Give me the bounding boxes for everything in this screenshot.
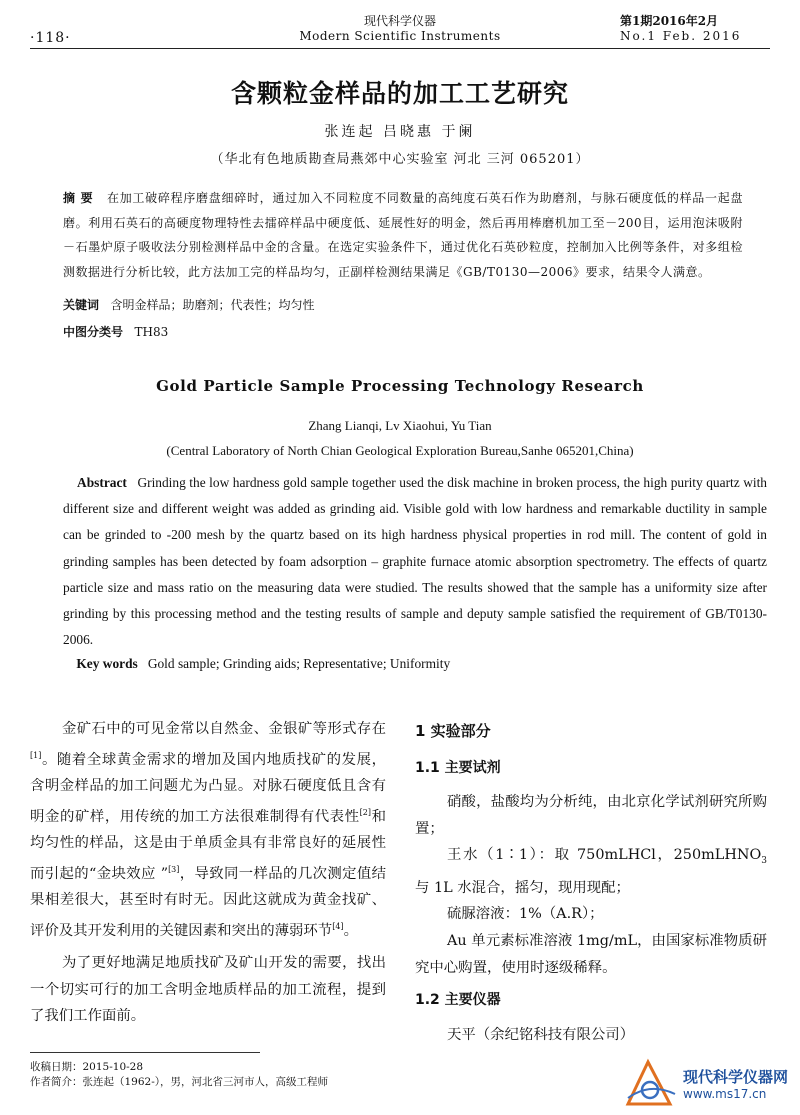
abstract-cn-label: 摘 要 [63, 191, 94, 205]
citation-ref-4: [4] [332, 921, 344, 931]
abstract-cn-text: 在加工破碎程序磨盘细碎时，通过加入不同粒度不同数量的高纯度石英石作为助磨剂，与脉石硬度低的样品一起盘磨。利用石英石的高硬度物理特性去擂碎样品中硬度低、延展性好的明金，然后再用棒磨机加工至－200目，运用泡沫吸附－石墨炉原子吸收法分别检测样品中金的含量。在选定实验条件下，通过优化石英砂粒度，控制加入比例等条件，对多组检测数据进行分析比较，此方法加工完的样品均匀，正副样检测结果满足《GB/T0130—2006》要求，结果令人满意。 [63, 191, 743, 279]
reagent-3: 硫脲溶液：1%（A.R）； [447, 906, 604, 923]
keywords-cn-label: 关键词 [63, 298, 100, 312]
intro-text-1b: 。随着全球黄金需求的增加及国内地质找矿的发展，含明金样品的加工问题尤为凸显。对脉石硬度低且含有明金的矿样，用传统的加工方法很难制得有代表性 [30, 751, 386, 825]
keywords-en-label: Key words [76, 656, 138, 671]
footnote-author: 作者简介：张连起（1962-），男，河北省三河市人，高级工程师 [30, 1076, 329, 1088]
classification-cn-label: 中图分类号 [63, 325, 124, 339]
affiliation-cn: （华北有色地质勘查局燕郊中心实验室 河北 三河 065201） [210, 152, 590, 167]
reagent-2 [415, 842, 767, 901]
intro-paragraph-1 [30, 716, 386, 944]
footnote-rule [30, 1052, 260, 1053]
keywords-cn [63, 296, 314, 313]
watermark-url: www.ms17.cn [683, 1087, 767, 1101]
intro-text-1a: 金矿石中的可见金常以自然金、金银矿等形式存在 [62, 721, 386, 737]
reagent-1: 硝酸，盐酸均为分析纯，由北京化学试剂研究所购置； [415, 794, 767, 837]
citation-ref-1: [1] [30, 750, 42, 760]
abstract-en-label: Abstract [77, 475, 127, 490]
journal-title-en: Modern Scientific Instruments [299, 29, 501, 43]
intro-text-1d: ，导致同一样品的几次测定值结果相差很大，甚至时有时无。因此这就成为黄金找矿、评价及其开发利用的关键因素和突出的薄弱环节 [30, 865, 386, 939]
abstract-en [63, 470, 767, 653]
classification-cn [63, 323, 168, 340]
keywords-en-text: Gold sample; Grinding aids; Representative; Uniformity [147, 656, 451, 671]
subsection-heading-1-2: 1.2 主要仪器 [415, 992, 501, 1009]
reagent-2-subscript: 3 [761, 856, 767, 867]
instrument-1: 天平（余纪铭科技有限公司） [447, 1026, 635, 1043]
page-number: ·118· [30, 30, 71, 46]
reagent-2-text-a: 王水（1∶1）：取 750mLHCl，250mLHNO [447, 847, 762, 864]
body-right-column [415, 718, 767, 1048]
intro-text-1e: 。 [343, 922, 358, 939]
authors-en: Zhang Lianqi, Lv Xiaohui, Yu Tian [308, 418, 492, 433]
abstract-cn [63, 186, 743, 284]
paper-title-cn: 含颗粒金样品的加工工艺研究 [230, 79, 569, 108]
abstract-en-text: Grinding the low hardness gold sample together used the disk machine in broken process, the high purity quartz with different size and different weight was added as grinding aid. Visible gold with low hardness and remarkable ductility in sample can be grinded to -200 mesh by the quartz based on its high hardness physical properties in rod mill. The content of gold in grinding samples has been detected by foam adsorption – graphite furnace atomic absorption spectrometry. The effects of quartz particle size and mass ratio on the measuring data were studied. The results showed that the sample has a uniformity size after grinding by this processing method and the testing results of sample and deputy sample satisfied the requirement of GB/T0130-2006. [63, 475, 768, 648]
footnote-received: 收稿日期：2015-10-28 [30, 1061, 144, 1073]
paper-title-en: Gold Particle Sample Processing Technology Research [156, 377, 644, 395]
body-left-column [30, 716, 386, 1030]
citation-ref-3: [3] [168, 864, 180, 874]
classification-cn-text: TH83 [134, 325, 169, 339]
intro-text-1c: 和均匀性的样品，这是由于单质金具有非常良好的延展性而引起的“金块效应 ” [30, 808, 386, 882]
watermark-text: 现代科学仪器网 [683, 1068, 789, 1086]
keywords-en [63, 656, 450, 672]
intro-paragraph-2: 为了更好地满足地质找矿及矿山开发的需要，找出一个切实可行的加工含明金地质样品的加工流程，提到了我们工作面前。 [30, 954, 386, 1025]
authors-cn: 张连起 吕晓惠 于阑 [324, 124, 476, 140]
affiliation-en: (Central Laboratory of North Chian Geological Exploration Bureau,Sanhe 065201,China) [166, 443, 634, 458]
keywords-cn-text: 含明金样品；助磨剂；代表性；均匀性 [110, 298, 315, 312]
subsection-heading-1-1: 1.1 主要试剂 [415, 759, 501, 776]
issue-en: No.1 Feb. 2016 [620, 29, 742, 43]
section-heading-1: 1 实验部分 [415, 722, 491, 740]
journal-title-cn: 现代科学仪器 [363, 14, 436, 28]
reagent-4: Au 单元素标准溶液 1mg/mL，由国家标准物质研究中心购置，使用时逐级稀释。 [415, 933, 767, 976]
issue-cn: 第1期2016年2月 [620, 14, 719, 28]
header-rule [30, 48, 770, 49]
citation-ref-2: [2] [359, 807, 371, 817]
reagent-2-text-b: 与 1L 水混合，摇匀，现用现配； [415, 879, 630, 896]
